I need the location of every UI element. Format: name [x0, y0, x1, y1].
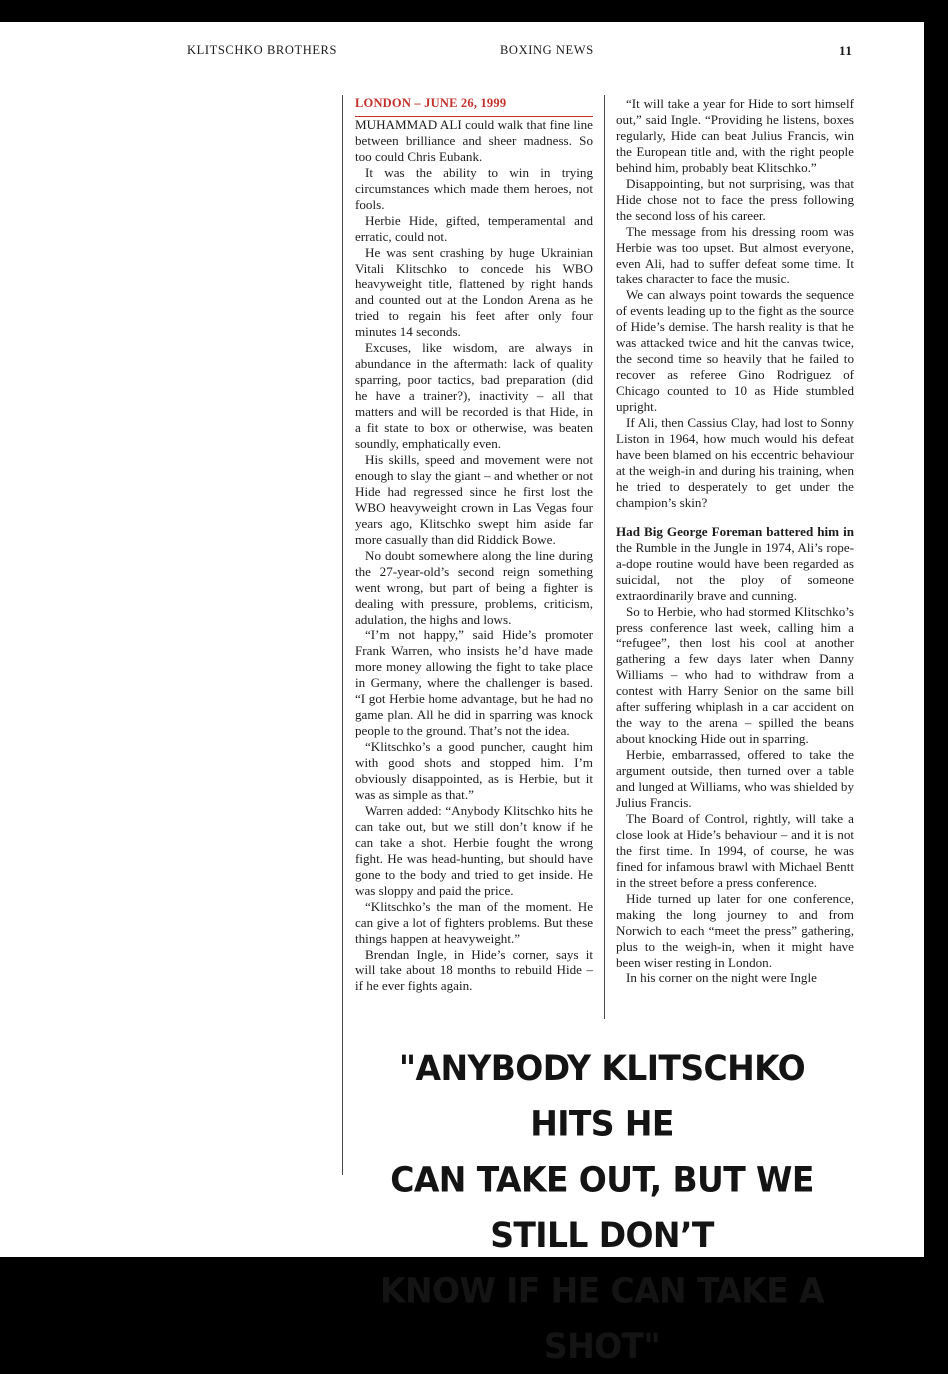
article-column-right: [616, 96, 854, 986]
paragraph: No doubt somewhere along the line during the 27-year-old’s second reign something went wrong, but part of being a fighter is dealing with pressure, problems, criticism, adulation, the highs and lows.: [355, 547, 593, 627]
subhead-paragraph: [616, 524, 854, 604]
paragraph: “Klitschko’s the man of the moment. He can give a lot of fighters problems. But these things happen at heavyweight.”: [355, 898, 593, 946]
pull-quote-line: KNOW IF HE CAN TAKE A SHOT": [380, 1270, 824, 1367]
magazine-page: [0, 22, 924, 1367]
left-margin-rule: [342, 95, 343, 1175]
pull-quote-line: "ANYBODY KLITSCHKO HITS HE: [398, 1047, 806, 1144]
running-head-publication: BOXING NEWS: [500, 43, 594, 57]
dateline: LONDON – JUNE 26, 1999: [355, 96, 593, 117]
paragraph: The Board of Control, rightly, will take a close look at Hide’s behaviour – and it is not the first time. In 1994, of course, he was fined for infamous brawl with Michael Bentt in the street before a press conference.: [616, 810, 854, 890]
paragraph: Excuses, like wisdom, are always in abundance in the aftermath: lack of quality sparring, poor tactics, bad preparation (did he have a trainer?), inactivity – all that matters and will be recorded is that Hide, in a fit state to box or otherwise, was beaten soundly, emphatically even.: [355, 340, 593, 452]
paragraph: “Klitschko’s a good puncher, caught him with good shots and stopped him. I’m obviously disappointed, as is Herbie, but it was as simple as that.”: [355, 739, 593, 802]
paragraph: Herbie, embarrassed, offered to take the argument outside, then turned over a table and lunged at Williams, who was shielded by Julius Francis.: [616, 747, 854, 810]
paragraph: In his corner on the night were Ingle: [626, 970, 817, 986]
paragraph: If Ali, then Cassius Clay, had lost to Sonny Liston in 1964, how much would his defeat have been blamed on his eccentric behaviour at the weigh-in and during his training, when he tried to desperately to get under the champion’s skin?: [616, 415, 854, 510]
pull-quote: [352, 1040, 852, 1374]
paragraph: We can always point towards the sequence of events leading up to the fight as the source of Hide’s demise. The harsh reality is that he was attacked twice and hit the canvas twice, the second time so heavily that he failed to recover as referee Gino Rodriguez of Chicago counted to 10 as Hide stumbled upright.: [616, 287, 854, 415]
paragraph: Disappointing, but not surprising, was that Hide chose not to face the press following the second loss of his career.: [616, 175, 854, 223]
pull-quote-line: CAN TAKE OUT, BUT WE STILL DON’T: [390, 1158, 814, 1256]
paragraph: So to Herbie, who had stormed Klitschko’s press conference last week, calling him a “refugee”, then lost his cool at another gathering a few days later when Danny Williams – who had to withdraw from a contest with Harry Senior on the same bill after suffering whiplash in a car accident on the way to the arena – spilled the beans about knocking Hide out in sparring.: [616, 603, 854, 747]
paragraph: Warren added: “Anybody Klitschko hits he can take out, but we still don’t know if he can take a shot. Herbie fought the wrong fight. He was head-hunting, but should have gone to the body and tried to get inside. He was sloppy and paid the price.: [355, 802, 593, 898]
paragraph: Herbie Hide, gifted, temperamental and erratic, could not.: [355, 212, 593, 244]
article-column-left: [355, 96, 593, 994]
section-gap: [616, 511, 854, 524]
paragraph: The message from his dressing room was Herbie was too upset. But almost everyone, even Ali, had to suffer defeat some time. It takes character to face the music.: [616, 223, 854, 287]
paragraph: “It will take a year for Hide to sort himself out,” said Ingle. “Providing he listens, boxes regularly, Hide can beat Julius Francis, win the European title and, with the right people behind him, probably beat Klitschko.”: [616, 96, 854, 175]
paragraph: It was the ability to win in trying circumstances which made them heroes, not fools.: [355, 164, 593, 212]
paragraph: His skills, speed and movement were not enough to slay the giant – and whether or not Hide had regressed since he first lost the WBO heavyweight crown in Las Vegas four years ago, Klitschko swept him aside far more casually than did Riddick Bowe.: [355, 451, 593, 547]
paragraph: MUHAMMAD ALI could walk that fine line between brilliance and sheer madness. So too could Chris Eubank.: [355, 116, 593, 164]
running-head-section: KLITSCHKO BROTHERS: [187, 43, 338, 57]
subhead-rest: the Rumble in the Jungle in 1974, Ali’s rope-a-dope routine would have been regarded as suicidal, not the ploy of someone extraordinarily brave and cunning.: [616, 539, 854, 603]
paragraph: Brendan Ingle, in Hide’s corner, says it will take about 18 months to rebuild Hide – if he ever fights again.: [355, 946, 593, 994]
paragraph: Hide turned up later for one conference, making the long journey to and from Norwich to each “meet the press” gathering, plus to the weigh-in, when it might have been wiser resting in London.: [616, 890, 854, 970]
column-divider-rule: [604, 95, 605, 1019]
paragraph: “I’m not happy,” said Hide’s promoter Frank Warren, who insists he’d have made more money allowing the fight to take place in Germany, where the challenger is based. “I got Herbie home advantage, but he had no game plan. All he did in sparring was knock people to the ground. That’s not the idea.: [355, 627, 593, 739]
subhead-lead: Had Big George Foreman battered him in: [616, 523, 854, 539]
page-number: 11: [839, 43, 853, 58]
paragraph: He was sent crashing by huge Ukrainian Vitali Klitschko to concede his WBO heavyweight title, flattened by right hands and counted out at the London Arena as he tried to regain his feet after only four minutes 14 seconds.: [355, 244, 593, 340]
